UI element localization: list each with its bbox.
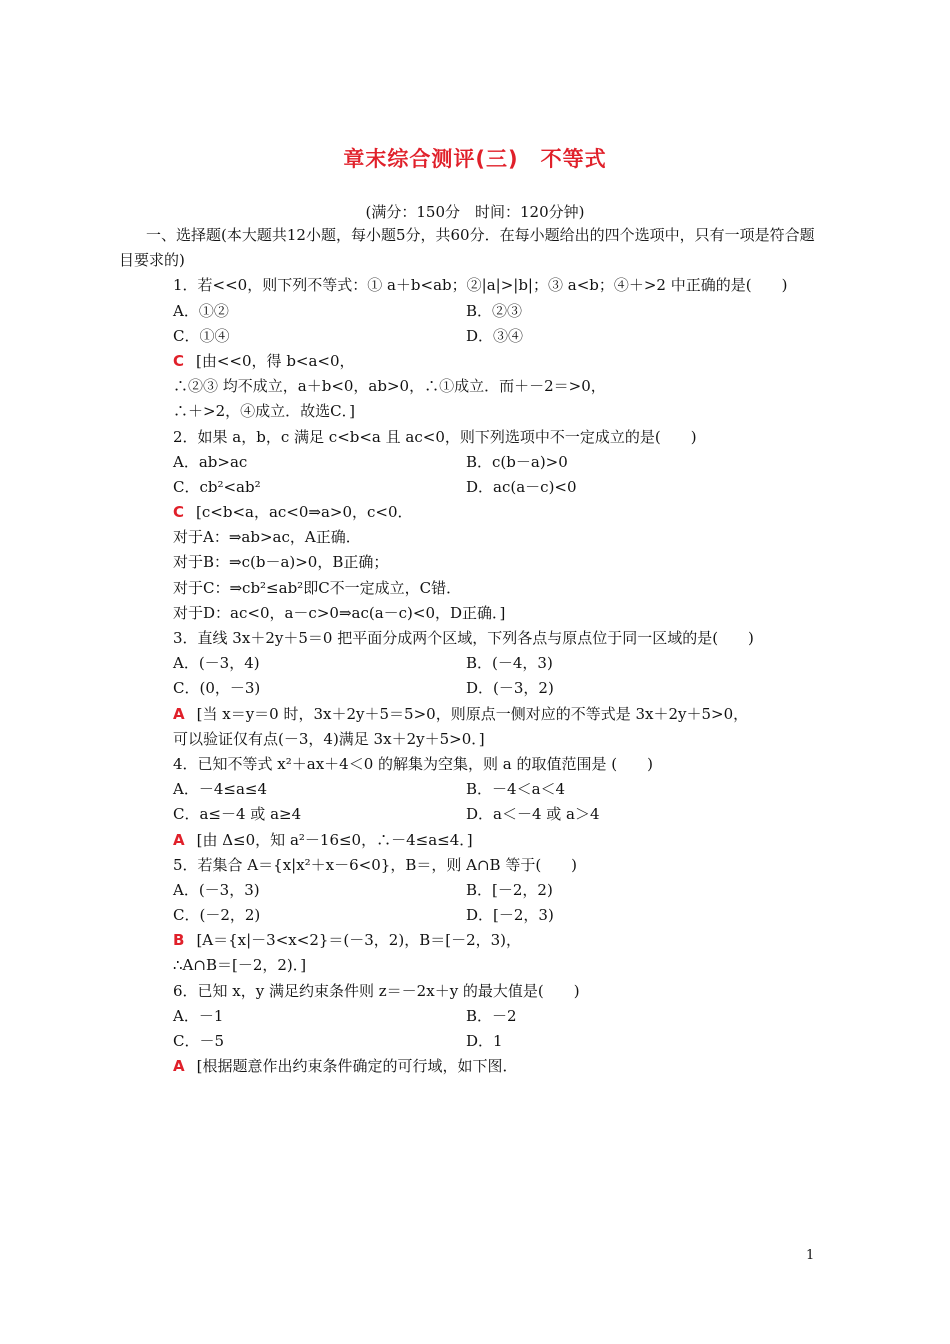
document-body	[119, 223, 826, 1079]
explanation-line: 对于C：⇒cb²≤ab²即C不一定成立，C错．	[173, 578, 462, 597]
option-choice: C．cb²<ab²	[173, 477, 261, 496]
option-choice: A．－4≤a≤4	[173, 780, 267, 799]
option-choice: D．(－3，2)	[466, 679, 554, 698]
answer-explanation: [根据题意作出约束条件确定的可行域，如下图．	[196, 1057, 518, 1076]
option-choice: B．c(b－a)>0	[466, 452, 568, 471]
answer-explanation: [A＝{x|－3<x<2}＝(－3，2)，B＝[－2，3)，	[196, 931, 522, 950]
explanation-line: ∴＋>2，④成立．故选C．]	[173, 402, 355, 421]
option-choice: C．(0，－3)	[173, 679, 261, 698]
option-choice: B．[－2，2)	[466, 880, 553, 899]
question-stem: 1．若<<0，则下列不等式：① a＋b<ab；②|a|>|b|；③ a<b；④＋>2 中正确的是( )	[173, 276, 788, 295]
option-row	[146, 878, 826, 903]
option-row	[146, 475, 826, 500]
answer-line	[146, 349, 826, 374]
option-choice: B．②③	[466, 301, 523, 320]
option-choice: A．－1	[173, 1006, 224, 1025]
section-intro: 一、选择题(本大题共12小题，每小题5分，共60分．在每小题给出的四个选项中，只有一项是符合题目要求的)	[119, 226, 815, 270]
option-row	[146, 450, 826, 475]
option-choice: D．1	[466, 1032, 503, 1051]
option-choice: C．a≤－4 或 a≥4	[173, 805, 302, 824]
option-row	[146, 1029, 826, 1054]
option-choice: C．－5	[173, 1032, 225, 1051]
answer-explanation: [c<b<a，ac<0⇒a>0，c<0．	[196, 503, 413, 522]
question-list	[146, 273, 826, 1079]
page-title: 章末综合测评(三) 不等式	[343, 147, 607, 171]
answer-line	[146, 928, 826, 953]
question-stem: 6．已知 x，y 满足约束条件则 z＝－2x＋y 的最大值是( )	[173, 981, 580, 1000]
option-choice: B．－4＜a＜4	[466, 780, 566, 799]
option-row	[146, 299, 826, 324]
explanation-line: 可以验证仅有点(－3，4)满足 3x＋2y＋5>0．]	[173, 729, 485, 748]
option-choice: C．①④	[173, 326, 230, 345]
option-row	[146, 903, 826, 928]
option-choice: D．a＜－4 或 a＞4	[466, 805, 600, 824]
option-choice: A．(－3，4)	[173, 654, 260, 673]
option-choice: C．(－2，2)	[173, 906, 261, 925]
option-row	[146, 802, 826, 827]
option-row	[146, 651, 826, 676]
answer-line	[146, 702, 826, 727]
explanation-line: 对于A：⇒ab>ac，A正确．	[173, 528, 361, 547]
option-choice: A．①②	[173, 301, 229, 320]
answer-letter: A	[173, 1057, 185, 1076]
option-choice: D．ac(a－c)<0	[466, 477, 577, 496]
answer-explanation: [当 x＝y＝0 时，3x＋2y＋5＝5>0，则原点一侧对应的不等式是 3x＋2y＋5>0，	[196, 704, 749, 723]
answer-letter: B	[173, 931, 185, 950]
question-stem: 2．如果 a，b，c 满足 c<b<a 且 ac<0，则下列选项中不一定成立的是( )	[173, 427, 697, 446]
option-choice: D．③④	[466, 326, 524, 345]
answer-line	[146, 500, 826, 525]
explanation-line: 对于D：ac<0，a－c>0⇒ac(a－c)<0，D正确．]	[173, 603, 506, 622]
answer-line	[146, 1054, 826, 1079]
question-stem: 3．直线 3x＋2y＋5＝0 把平面分成两个区域，下列各点与原点位于同一区域的是( )	[173, 629, 754, 648]
exam-info: (满分：150分 时间：120分钟)	[365, 203, 585, 221]
option-choice: D．[－2，3)	[466, 906, 554, 925]
question-stem: 4．已知不等式 x²＋ax＋4＜0 的解集为空集，则 a 的取值范围是 ( )	[173, 754, 653, 773]
question-stem: 5．若集合 A＝{x|x²＋x－6<0}，B＝，则 A∩B 等于( )	[173, 855, 578, 874]
answer-explanation: [由 Δ≤0，知 a²－16≤0，∴－4≤a≤4．]	[196, 830, 473, 849]
option-choice: B．－2	[466, 1006, 517, 1025]
option-choice: B．(－4，3)	[466, 654, 553, 673]
explanation-line: ∴②③ 均不成立，a＋b<0，ab>0，∴①成立．而＋－2＝>0，	[173, 377, 606, 396]
option-row	[146, 777, 826, 802]
option-row	[146, 324, 826, 349]
explanation-line: 对于B：⇒c(b－a)>0，B正确；	[173, 553, 389, 572]
option-choice: A．ab>ac	[173, 452, 248, 471]
option-row	[146, 1004, 826, 1029]
answer-letter: A	[173, 704, 185, 723]
answer-explanation: [由<<0，得 b<a<0，	[196, 351, 355, 370]
answer-letter: C	[173, 351, 185, 370]
explanation-line: ∴A∩B＝[－2，2)．]	[173, 956, 307, 975]
option-choice: A．(－3，3)	[173, 880, 260, 899]
page-number: 1	[806, 1248, 815, 1263]
answer-letter: C	[173, 503, 185, 522]
answer-letter: A	[173, 830, 185, 849]
answer-line	[146, 828, 826, 853]
option-row	[146, 676, 826, 701]
